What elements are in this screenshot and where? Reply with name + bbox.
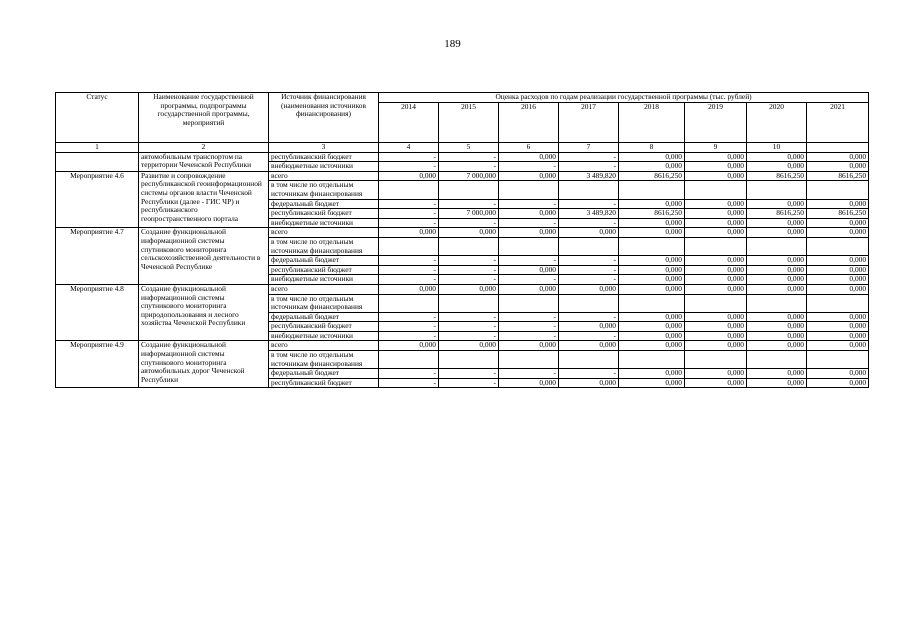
column-number [807, 143, 869, 153]
funding-source: внебюджетные источники [269, 331, 379, 341]
column-number: 10 [747, 143, 807, 153]
amount-cell: - [379, 265, 439, 275]
measure-name: Создание функциональной информационной системы спутникового мониторинга природопользования и лесного хозяйства Чеченской Республики [139, 284, 269, 341]
amount-cell: 0,000 [619, 152, 685, 162]
funding-source: всего [269, 341, 379, 351]
funding-source: республиканский бюджет [269, 265, 379, 275]
table-row [56, 284, 869, 294]
amount-cell: 0,000 [685, 312, 747, 322]
table-row [56, 228, 869, 238]
amount-cell: - [439, 152, 499, 162]
amount-cell: - [439, 369, 499, 379]
amount-cell: 0,000 [807, 284, 869, 294]
budget-table [55, 92, 869, 388]
amount-cell: 0,000 [747, 256, 807, 266]
amount-cell [619, 237, 685, 255]
amount-cell [499, 351, 559, 369]
funding-source: в том числе по отдельным источникам финансирования [269, 237, 379, 255]
amount-cell: 0,000 [619, 265, 685, 275]
amount-cell: 0,000 [807, 162, 869, 172]
header-year: 2019 [685, 103, 747, 143]
header-year: 2018 [619, 103, 685, 143]
amount-cell [439, 237, 499, 255]
amount-cell [619, 294, 685, 312]
page-number: 189 [444, 38, 461, 50]
amount-cell: - [379, 256, 439, 266]
amount-cell: - [379, 275, 439, 285]
amount-cell: 0,000 [685, 284, 747, 294]
amount-cell: - [439, 218, 499, 228]
amount-cell: - [439, 312, 499, 322]
column-number: 9 [685, 143, 747, 153]
amount-cell: 0,000 [747, 284, 807, 294]
amount-cell: 0,000 [747, 162, 807, 172]
amount-cell: 8616,250 [747, 171, 807, 181]
table-row [56, 171, 869, 181]
funding-source: федеральный бюджет [269, 199, 379, 209]
amount-cell: 7 000,000 [439, 209, 499, 219]
funding-source: всего [269, 228, 379, 238]
amount-cell: 0,000 [807, 322, 869, 332]
amount-cell: 0,000 [747, 275, 807, 285]
funding-source: в том числе по отдельным источникам финансирования [269, 294, 379, 312]
amount-cell: - [559, 152, 619, 162]
column-number: 1 [56, 143, 139, 153]
amount-cell: 0,000 [619, 341, 685, 351]
amount-cell: 0,000 [379, 341, 439, 351]
amount-cell: 0,000 [807, 275, 869, 285]
amount-cell: 0,000 [499, 209, 559, 219]
amount-cell: - [499, 199, 559, 209]
amount-cell [439, 294, 499, 312]
measure-status: Мероприятие 4.8 [56, 284, 139, 341]
amount-cell: 0,000 [747, 228, 807, 238]
amount-cell: 0,000 [379, 284, 439, 294]
amount-cell [499, 181, 559, 199]
amount-cell: - [439, 199, 499, 209]
column-number: 4 [379, 143, 439, 153]
amount-cell: - [559, 199, 619, 209]
amount-cell: - [559, 369, 619, 379]
amount-cell: - [559, 218, 619, 228]
amount-cell [439, 351, 499, 369]
amount-cell: 0,000 [685, 218, 747, 228]
amount-cell: 0,000 [619, 256, 685, 266]
header-year: 2014 [379, 103, 439, 143]
funding-source: всего [269, 284, 379, 294]
amount-cell [559, 294, 619, 312]
amount-cell: 0,000 [379, 228, 439, 238]
amount-cell: - [439, 256, 499, 266]
header-year: 2020 [747, 103, 807, 143]
amount-cell [685, 294, 747, 312]
amount-cell: - [499, 312, 559, 322]
amount-cell: - [439, 265, 499, 275]
amount-cell: - [439, 331, 499, 341]
funding-source: республиканский бюджет [269, 152, 379, 162]
amount-cell: - [559, 312, 619, 322]
amount-cell: 0,000 [619, 218, 685, 228]
amount-cell: 0,000 [685, 228, 747, 238]
amount-cell: 0,000 [499, 378, 559, 388]
amount-cell: 0,000 [619, 275, 685, 285]
column-number: 3 [269, 143, 379, 153]
table-row [56, 152, 869, 162]
amount-cell: 0,000 [559, 228, 619, 238]
amount-cell: - [379, 312, 439, 322]
amount-cell: - [439, 322, 499, 332]
amount-cell: 0,000 [559, 378, 619, 388]
amount-cell [685, 351, 747, 369]
amount-cell: 0,000 [685, 162, 747, 172]
amount-cell: 0,000 [619, 162, 685, 172]
funding-source: федеральный бюджет [269, 256, 379, 266]
amount-cell: 0,000 [619, 369, 685, 379]
measure-name: Создание функциональной информационной системы спутникового мониторинга автомобильных дорог Чеченской Республики [139, 341, 269, 388]
amount-cell: 0,000 [747, 369, 807, 379]
header-status: Статус [56, 93, 139, 143]
amount-cell: 0,000 [747, 152, 807, 162]
amount-cell: 0,000 [747, 265, 807, 275]
amount-cell: - [499, 218, 559, 228]
amount-cell [559, 181, 619, 199]
amount-cell [619, 351, 685, 369]
measure-name: Развитие и сопровождение республиканской геоинформационной системы органов власти Чеченской Республики (далее - ГИС ЧР) и республиканского геопространственного портала [139, 171, 269, 228]
amount-cell [499, 237, 559, 255]
amount-cell: - [499, 256, 559, 266]
amount-cell: 0,000 [619, 284, 685, 294]
amount-cell: - [379, 331, 439, 341]
amount-cell: - [439, 275, 499, 285]
amount-cell: 0,000 [619, 322, 685, 332]
column-number: 5 [439, 143, 499, 153]
amount-cell: - [559, 331, 619, 341]
amount-cell: 0,000 [499, 265, 559, 275]
amount-cell: 0,000 [747, 341, 807, 351]
amount-cell [747, 237, 807, 255]
amount-cell: 0,000 [685, 322, 747, 332]
amount-cell: - [379, 199, 439, 209]
column-number: 8 [619, 143, 685, 153]
funding-source: в том числе по отдельным источникам финансирования [269, 181, 379, 199]
amount-cell [559, 237, 619, 255]
amount-cell: 0,000 [685, 331, 747, 341]
header-source: Источник финансирования (наименования источников финансирования) [269, 93, 379, 143]
amount-cell: 0,000 [747, 218, 807, 228]
amount-cell: 8616,250 [619, 171, 685, 181]
amount-cell: 0,000 [747, 199, 807, 209]
amount-cell: 0,000 [807, 256, 869, 266]
amount-cell: 0,000 [439, 228, 499, 238]
funding-source: в том числе по отдельным источникам финансирования [269, 351, 379, 369]
amount-cell: - [559, 275, 619, 285]
amount-cell: - [499, 322, 559, 332]
measure-name: автомобильным транспортом па территории Чеченской Республики [139, 152, 269, 171]
amount-cell: 0,000 [379, 171, 439, 181]
amount-cell: 0,000 [807, 199, 869, 209]
column-number: 7 [559, 143, 619, 153]
amount-cell: 8616,250 [747, 209, 807, 219]
amount-cell: - [499, 275, 559, 285]
funding-source: республиканский бюджет [269, 378, 379, 388]
amount-cell: 0,000 [685, 378, 747, 388]
amount-cell: 0,000 [685, 209, 747, 219]
column-number: 2 [139, 143, 269, 153]
amount-cell: 0,000 [559, 322, 619, 332]
measure-status [56, 152, 139, 171]
header-year: 2017 [559, 103, 619, 143]
amount-cell: 0,000 [807, 228, 869, 238]
amount-cell: - [499, 369, 559, 379]
amount-cell: 0,000 [559, 284, 619, 294]
amount-cell: 0,000 [807, 312, 869, 322]
amount-cell: - [499, 162, 559, 172]
amount-cell: - [439, 378, 499, 388]
measure-status: Мероприятие 4.7 [56, 228, 139, 285]
amount-cell: 0,000 [499, 228, 559, 238]
amount-cell: 0,000 [619, 312, 685, 322]
measure-status: Мероприятие 4.6 [56, 171, 139, 228]
funding-source: внебюджетные источники [269, 218, 379, 228]
amount-cell [559, 351, 619, 369]
amount-cell: - [559, 256, 619, 266]
amount-cell: 0,000 [499, 341, 559, 351]
amount-cell [807, 294, 869, 312]
amount-cell [379, 351, 439, 369]
header-estimate: Оценка расходов по годам реализации государственной программы (тыс. рублей) [379, 93, 869, 103]
header-name: Наименование государственной программы, подпрограммы государственной программы, мероприятий [139, 93, 269, 143]
amount-cell: - [379, 322, 439, 332]
amount-cell: 0,000 [807, 341, 869, 351]
amount-cell: 8616,250 [619, 209, 685, 219]
measure-name: Создание функциональной информационной системы спутникового мониторинга сельскохозяйственной деятельности в Чеченской Республике [139, 228, 269, 285]
amount-cell: 0,000 [619, 331, 685, 341]
amount-cell: 0,000 [685, 341, 747, 351]
table-body [56, 152, 869, 388]
amount-cell: 0,000 [619, 378, 685, 388]
amount-cell [499, 294, 559, 312]
amount-cell: 0,000 [499, 284, 559, 294]
table-row [56, 341, 869, 351]
amount-cell: 0,000 [685, 152, 747, 162]
amount-cell: 0,000 [747, 322, 807, 332]
amount-cell: 0,000 [807, 152, 869, 162]
amount-cell [747, 181, 807, 199]
amount-cell: 7 000,000 [439, 171, 499, 181]
amount-cell: 0,000 [499, 152, 559, 162]
amount-cell: 0,000 [747, 378, 807, 388]
amount-cell: 0,000 [747, 331, 807, 341]
header-year: 2015 [439, 103, 499, 143]
amount-cell: 0,000 [439, 341, 499, 351]
amount-cell: 3 489,820 [559, 209, 619, 219]
amount-cell: - [559, 265, 619, 275]
amount-cell: - [379, 218, 439, 228]
header-year: 2016 [499, 103, 559, 143]
amount-cell [807, 237, 869, 255]
measure-status: Мероприятие 4.9 [56, 341, 139, 388]
amount-cell [379, 294, 439, 312]
funding-source: внебюджетные источники [269, 162, 379, 172]
amount-cell: 0,000 [807, 218, 869, 228]
amount-cell: 0,000 [619, 199, 685, 209]
amount-cell: 0,000 [685, 171, 747, 181]
amount-cell: 0,000 [685, 256, 747, 266]
amount-cell: - [379, 152, 439, 162]
amount-cell: 0,000 [619, 228, 685, 238]
amount-cell: 0,000 [685, 369, 747, 379]
amount-cell: 0,000 [559, 341, 619, 351]
column-number: 6 [499, 143, 559, 153]
amount-cell [619, 181, 685, 199]
amount-cell: - [559, 162, 619, 172]
amount-cell [807, 181, 869, 199]
amount-cell: 8616,250 [807, 171, 869, 181]
amount-cell: 0,000 [807, 378, 869, 388]
amount-cell: 0,000 [439, 284, 499, 294]
amount-cell: - [379, 162, 439, 172]
amount-cell [685, 181, 747, 199]
amount-cell: 8616,250 [807, 209, 869, 219]
amount-cell: 0,000 [685, 275, 747, 285]
amount-cell: 0,000 [499, 171, 559, 181]
amount-cell [747, 351, 807, 369]
amount-cell: - [499, 331, 559, 341]
amount-cell: 0,000 [807, 369, 869, 379]
amount-cell: 0,000 [747, 312, 807, 322]
amount-cell: 0,000 [807, 265, 869, 275]
funding-source: всего [269, 171, 379, 181]
amount-cell: 3 489,820 [559, 171, 619, 181]
funding-source: республиканский бюджет [269, 209, 379, 219]
amount-cell [685, 237, 747, 255]
amount-cell: 0,000 [685, 265, 747, 275]
amount-cell [379, 181, 439, 199]
amount-cell: - [379, 378, 439, 388]
funding-source: республиканский бюджет [269, 322, 379, 332]
header-year: 2021 [807, 103, 869, 143]
amount-cell [747, 294, 807, 312]
amount-cell [439, 181, 499, 199]
amount-cell: 0,000 [807, 331, 869, 341]
funding-source: федеральный бюджет [269, 312, 379, 322]
funding-source: федеральный бюджет [269, 369, 379, 379]
amount-cell: - [439, 162, 499, 172]
amount-cell: - [379, 369, 439, 379]
amount-cell [807, 351, 869, 369]
amount-cell: - [379, 209, 439, 219]
funding-source: внебюджетные источники [269, 275, 379, 285]
amount-cell: 0,000 [685, 199, 747, 209]
amount-cell [379, 237, 439, 255]
